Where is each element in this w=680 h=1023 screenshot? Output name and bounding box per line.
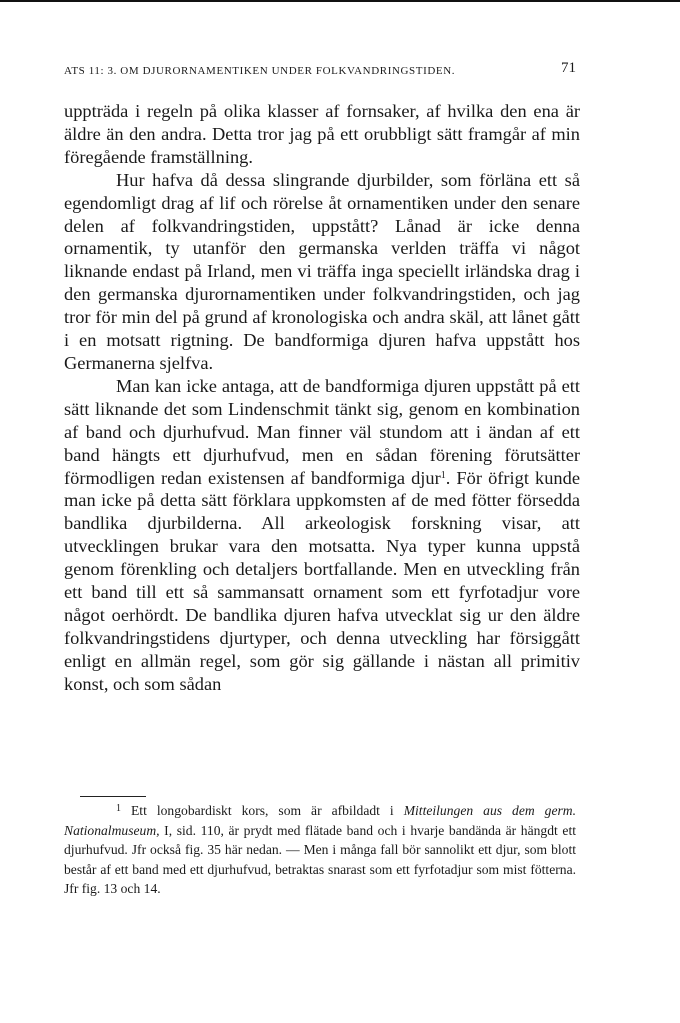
page-header — [64, 62, 576, 82]
footnote-citation: Mitteilungen aus dem germ. Nationalmuseum, — [64, 803, 576, 838]
running-head: ATS 11: 3. OM DJURORNAMENTIKEN UNDER FOLKVANDRINGSTIDEN. — [64, 65, 456, 77]
footnote-marker: 1 — [116, 803, 121, 814]
main-text — [64, 100, 580, 696]
footnote-reference[interactable]: 1 — [440, 469, 446, 481]
paragraph-1 — [64, 100, 580, 169]
paragraph-3 — [64, 375, 580, 696]
top-edge-line — [0, 0, 680, 2]
paragraph-3-text-a: Man kan icke antaga, att de bandformiga djuren uppstått på ett sätt liknande det som Lindenschmit tänkt sig, genom en kombination af band och djurhufvud. Man finner väl stundom att i ändan af ett band hängts ett djurhufvud, men en sådan förening förutsätter förmodligen redan existensen af bandformiga djur — [64, 375, 580, 488]
paragraph-2 — [64, 169, 580, 375]
paragraph-1-text: uppträda i regeln på olika klasser af fornsaker, af hvilka den ena är äldre än den andra. Detta tror jag på ett orubbligt sätt framgår af min föregående framställning. — [64, 101, 580, 167]
page-number: 71 — [561, 60, 576, 76]
footnote — [64, 801, 576, 899]
footnote-divider — [80, 796, 146, 797]
footnote-text-a: Ett longobardiskt kors, som är afbildadt i — [131, 803, 404, 818]
footnote-text-b: I, sid. 110, är prydt med flätade band och i hvarje bandända är hängdt ett djurhufvud. Jfr också fig. 35 här nedan. — Men i många fall bör sannolikt ett djur, som blott består af ett band med ett djurhufvud, betraktas snarast som ett fyrfotadjur som mist fötterna. Jfr fig. 13 och 14. — [64, 822, 576, 897]
paragraph-2-text: Hur hafva då dessa slingrande djurbilder, som förläna ett så egendomligt drag af lif och rörelse åt ornamentiken under den senare delen af folkvandringstiden, uppstått? Lånad är icke denna ornamentik, ty utanför den germanska verlden träffa vi något liknande endast på Irland, men vi träffa inga speciellt irländska drag i den germanska djurornamentiken under folkvandringstiden, och jag tror för min del på grund af kronologiska och andra skäl, att lånet gått i en motsatt rigtning. De bandformiga djuren hafva uppstått hos Germanerna sjelfva. — [64, 169, 580, 373]
paragraph-3-text-b: . För öfrigt kunde man icke på detta sätt förklara uppkomsten af de med fötter försedda bandlika djurbilderna. All arkeologisk forskning visar, att utvecklingen brukar vara den motsatta. Nya typer kunna uppstå genom förenkling och detaljers bortfallande. Men en utveckling från ett band till ett så sammansatt ornament som ett fyrfotadjur vore något oerhördt. De bandlika djuren hafva utvecklat sig ur den äldre folkvandringstidens djurtyper, och denna utveckling har försiggått enligt en allmän regel, som gör sig gällande i nästan all primitiv konst, och som sådan — [64, 467, 580, 694]
